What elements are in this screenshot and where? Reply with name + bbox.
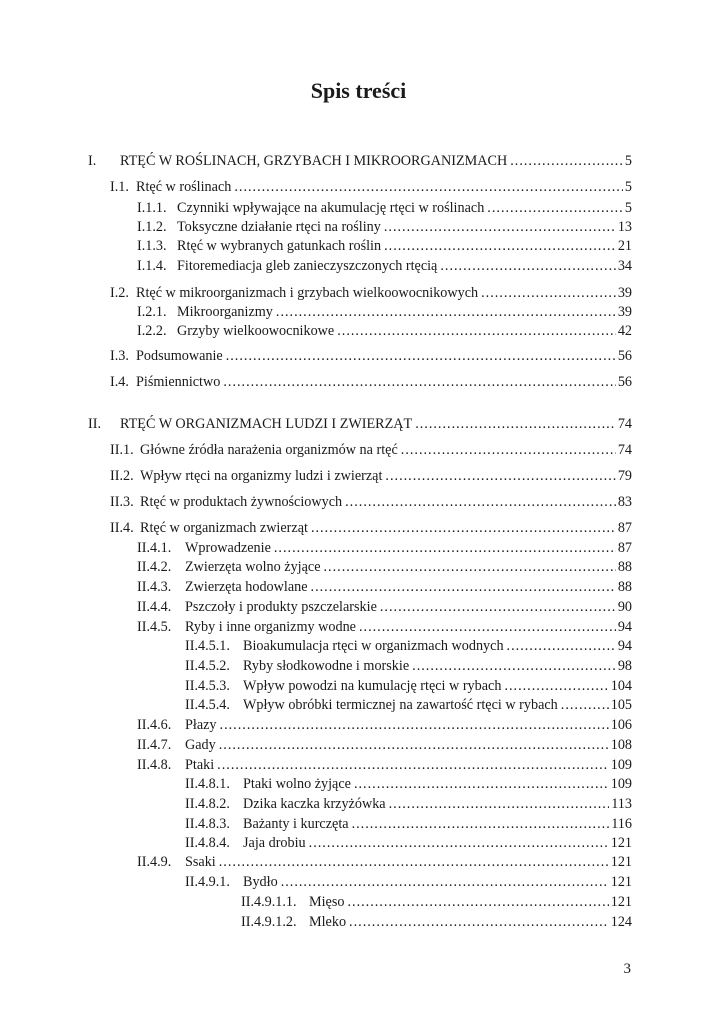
toc-leader-dots	[324, 558, 616, 576]
toc-entry-number: II.4.2.	[137, 559, 172, 575]
toc-leader-dots	[384, 237, 616, 255]
toc-entry-number: II.4.5.	[137, 619, 172, 635]
toc-entry-page: 5	[624, 153, 632, 169]
toc-entry-label: Czynniki wpływające na akumulację rtęci w roślinach	[177, 200, 485, 216]
toc-entry-number: II.1.	[110, 442, 134, 458]
toc-leader-dots	[349, 913, 609, 931]
toc-entry-page: 94	[617, 619, 632, 635]
toc-entry-label: Pszczoły i produkty pszczelarskie	[185, 599, 377, 615]
toc-entry[interactable]	[110, 178, 632, 196]
toc-leader-dots	[337, 322, 616, 340]
toc-entry-label: Bażanty i kurczęta	[243, 816, 349, 832]
toc-entry[interactable]	[185, 677, 632, 695]
toc-entry[interactable]	[137, 199, 632, 217]
toc-entry-number: II.4.5.2.	[185, 658, 230, 674]
toc-leader-dots	[385, 467, 615, 485]
toc-leader-dots	[309, 834, 609, 852]
toc-leader-dots	[384, 218, 616, 236]
toc-entry[interactable]	[185, 657, 632, 675]
toc-entry[interactable]	[137, 736, 632, 754]
toc-entry[interactable]	[88, 152, 632, 170]
toc-entry-number: I.2.2.	[137, 323, 167, 339]
toc-leader-dots	[507, 637, 616, 655]
toc-entry-page: 108	[610, 737, 632, 753]
toc-entry-label: Fitoremediacja gleb zanieczyszczonych rtęcią	[177, 258, 438, 274]
toc-entry-number: II.4.8.3.	[185, 816, 230, 832]
toc-entry-page: 109	[610, 776, 632, 792]
toc-entry-page: 88	[617, 559, 632, 575]
toc-leader-dots	[217, 756, 609, 774]
toc-entry[interactable]	[241, 893, 632, 911]
toc-entry[interactable]	[88, 415, 632, 433]
toc-entry-page: 34	[617, 258, 632, 274]
toc-entry-number: I.1.4.	[137, 258, 167, 274]
toc-entry[interactable]	[185, 795, 632, 813]
toc-entry-page: 121	[610, 894, 632, 910]
toc-entry-page: 42	[617, 323, 632, 339]
toc-leader-dots	[510, 152, 623, 170]
toc-entry-number: II.4.5.1.	[185, 638, 230, 654]
toc-entry-label: Ptaki wolno żyjące	[243, 776, 351, 792]
toc-entry-page: 39	[617, 304, 632, 320]
toc-entry-number: I.1.1.	[137, 200, 167, 216]
toc-leader-dots	[380, 598, 616, 616]
toc-leader-dots	[345, 493, 616, 511]
toc-entry-number: II.4.5.3.	[185, 678, 230, 694]
toc-entry-number: II.	[88, 416, 101, 432]
toc-entry-page: 5	[624, 179, 632, 195]
toc-entry[interactable]	[110, 519, 632, 537]
toc-entry-page: 113	[611, 796, 632, 812]
toc-entry-page: 121	[610, 874, 632, 890]
toc-entry-page: 104	[610, 678, 632, 694]
toc-leader-dots	[219, 736, 609, 754]
toc-entry-label: RTĘĆ W ROŚLINACH, GRZYBACH I MIKROORGANIZMACH	[120, 153, 508, 169]
toc-entry-label: Grzyby wielkoowocnikowe	[177, 323, 335, 339]
toc-entry-page: 56	[617, 348, 632, 364]
toc-entry-page: 105	[610, 697, 632, 713]
toc-entry-page: 83	[617, 494, 632, 510]
toc-leader-dots	[359, 618, 616, 636]
toc-entry-number: II.4.9.1.	[185, 874, 230, 890]
toc-entry-page: 74	[617, 416, 632, 432]
toc-entry-page: 74	[617, 442, 632, 458]
toc-entry-label: Ssaki	[185, 854, 216, 870]
toc-entry-label: Bioakumulacja rtęci w organizmach wodnych	[243, 638, 504, 654]
toc-leader-dots	[504, 677, 608, 695]
toc-entry-number: II.4.9.1.2.	[241, 914, 297, 930]
toc-entry-number: I.1.2.	[137, 219, 167, 235]
toc-entry[interactable]	[137, 257, 632, 275]
toc-entry-number: II.4.6.	[137, 717, 172, 733]
toc-entry[interactable]	[185, 815, 632, 833]
toc-entry-page: 94	[617, 638, 632, 654]
toc-entry-label: Podsumowanie	[136, 348, 223, 364]
toc-entry-label: Mleko	[309, 914, 347, 930]
toc-entry[interactable]	[137, 578, 632, 596]
toc-entry-number: II.4.8.4.	[185, 835, 230, 851]
toc-entry-page: 106	[610, 717, 632, 733]
toc-entry-number: I.1.3.	[137, 238, 167, 254]
toc-entry[interactable]	[185, 637, 632, 655]
toc-entry-number: I.1.	[110, 179, 129, 195]
toc-entry-label: Ryby słodkowodne i morskie	[243, 658, 410, 674]
page-title: Spis treści	[310, 78, 407, 103]
toc-entry-page: 90	[617, 599, 632, 615]
toc-entry-page: 88	[617, 579, 632, 595]
toc-entry-number: II.4.7.	[137, 737, 172, 753]
toc-entry[interactable]	[137, 618, 632, 636]
toc-entry-label: Zwierzęta hodowlane	[185, 579, 308, 595]
toc-entry-number: II.4.5.4.	[185, 697, 230, 713]
toc-entry-label: Mikroorganizmy	[177, 304, 273, 320]
toc-entry-page: 21	[617, 238, 632, 254]
toc-entry[interactable]	[137, 303, 632, 321]
toc-leader-dots	[401, 441, 616, 459]
toc-entry[interactable]	[110, 284, 632, 302]
toc-entry-label: Wpływ powodzi na kumulację rtęci w rybach	[243, 678, 502, 694]
toc-entry-page: 79	[617, 468, 632, 484]
toc-entry-page: 121	[610, 854, 632, 870]
toc-entry-label: RTĘĆ W ORGANIZMACH LUDZI I ZWIERZĄT	[120, 416, 413, 432]
toc-entry-label: Mięso	[309, 894, 345, 910]
toc-entry[interactable]	[185, 834, 632, 852]
toc-entry-number: I.2.	[110, 285, 129, 301]
page-number: 3	[623, 961, 631, 977]
toc-leader-dots	[311, 578, 616, 596]
toc-entry-number: II.4.3.	[137, 579, 172, 595]
toc-entry[interactable]	[185, 873, 632, 891]
toc-entry-page: 109	[610, 757, 632, 773]
toc-leader-dots	[274, 539, 616, 557]
toc-entry-number: II.2.	[110, 468, 134, 484]
toc-entry-number: II.4.9.	[137, 854, 172, 870]
toc-entry-label: Zwierzęta wolno żyjące	[185, 559, 321, 575]
toc-entry-label: Wpływ obróbki termicznej na zawartość rtęci w rybach	[243, 697, 558, 713]
toc-entry-label: Ryby i inne organizmy wodne	[185, 619, 356, 635]
toc-entry-number: II.4.8.1.	[185, 776, 230, 792]
toc-leader-dots	[281, 873, 609, 891]
toc-entry[interactable]	[137, 598, 632, 616]
toc-entry-label: Wprowadzenie	[185, 540, 271, 556]
toc-leader-dots	[481, 284, 616, 302]
toc-leader-dots	[389, 795, 610, 813]
toc-entry[interactable]	[137, 853, 632, 871]
toc-entry-label: Piśmiennictwo	[136, 374, 221, 390]
toc-entry[interactable]	[110, 441, 632, 459]
toc-entry-label: Rtęć w produktach żywnościowych	[140, 494, 343, 510]
toc-entry-label: Rtęć w organizmach zwierząt	[140, 520, 308, 536]
toc-entry-label: Jaja drobiu	[243, 835, 306, 851]
toc-entry-number: I.2.1.	[137, 304, 167, 320]
toc-entry-page: 87	[617, 520, 632, 536]
toc-entry[interactable]	[137, 237, 632, 255]
toc-entry-number: I.3.	[110, 348, 129, 364]
toc-entry-number: II.4.9.1.1.	[241, 894, 297, 910]
toc-leader-dots	[234, 178, 623, 196]
toc-leader-dots	[219, 853, 609, 871]
toc-entry-label: Gady	[185, 737, 216, 753]
toc-entry-page: 116	[611, 816, 632, 832]
toc-entry[interactable]	[241, 913, 632, 931]
toc-entry-number: II.4.4.	[137, 599, 172, 615]
toc-leader-dots	[415, 415, 616, 433]
toc-entry-label: Dzika kaczka krzyżówka	[243, 796, 386, 812]
toc-entry[interactable]	[185, 696, 632, 714]
toc-entry-label: Rtęć w mikroorganizmach i grzybach wielkoowocnikowych	[136, 285, 479, 301]
toc-entry-number: I.	[88, 153, 97, 169]
toc-entry-page: 13	[617, 219, 632, 235]
toc-entry[interactable]	[185, 775, 632, 793]
toc-entry-label: Toksyczne działanie rtęci na rośliny	[177, 219, 381, 235]
toc-entry-label: Płazy	[185, 717, 217, 733]
toc-entry-label: Rtęć w wybranych gatunkach roślin	[177, 238, 382, 254]
toc-leader-dots	[561, 696, 609, 714]
toc-entry-number: II.4.8.2.	[185, 796, 230, 812]
toc-leader-dots	[347, 893, 608, 911]
toc-entry[interactable]	[137, 558, 632, 576]
toc-entry[interactable]	[110, 347, 632, 365]
toc-entry[interactable]	[137, 322, 632, 340]
toc-leader-dots	[487, 199, 623, 217]
toc-entry-page: 121	[610, 835, 632, 851]
toc-entry-number: II.4.	[110, 520, 134, 536]
toc-entry[interactable]	[137, 756, 632, 774]
toc-leader-dots	[354, 775, 609, 793]
toc-entry-page: 39	[617, 285, 632, 301]
toc-leader-dots	[223, 373, 615, 391]
toc-entry-label: Wpływ rtęci na organizmy ludzi i zwierząt	[140, 468, 383, 484]
toc-entry-number: I.4.	[110, 374, 129, 390]
toc-entry-page: 124	[610, 914, 632, 930]
toc-entry-number: II.4.1.	[137, 540, 172, 556]
toc-entry-page: 87	[617, 540, 632, 556]
toc-entry-page: 56	[617, 374, 632, 390]
toc-leader-dots	[220, 716, 609, 734]
toc-entry-number: II.3.	[110, 494, 134, 510]
toc-entry-page: 5	[624, 200, 632, 216]
toc-leader-dots	[311, 519, 616, 537]
toc-leader-dots	[276, 303, 616, 321]
toc-entry[interactable]	[110, 493, 632, 511]
toc-entry-label: Bydło	[243, 874, 278, 890]
toc-leader-dots	[226, 347, 616, 365]
toc-entry[interactable]	[137, 539, 632, 557]
toc-entry-label: Ptaki	[185, 757, 215, 773]
toc-entry-label: Główne źródła narażenia organizmów na rtęć	[140, 442, 398, 458]
toc-entry[interactable]	[137, 716, 632, 734]
toc-entry-number: II.4.8.	[137, 757, 172, 773]
toc-entry-label: Rtęć w roślinach	[136, 179, 232, 195]
toc-leader-dots	[412, 657, 616, 675]
toc-leader-dots	[352, 815, 610, 833]
toc-entry[interactable]	[110, 467, 632, 485]
toc-entry[interactable]	[137, 218, 632, 236]
toc-leader-dots	[440, 257, 615, 275]
toc-entry-page: 98	[617, 658, 632, 674]
toc-entry[interactable]	[110, 373, 632, 391]
